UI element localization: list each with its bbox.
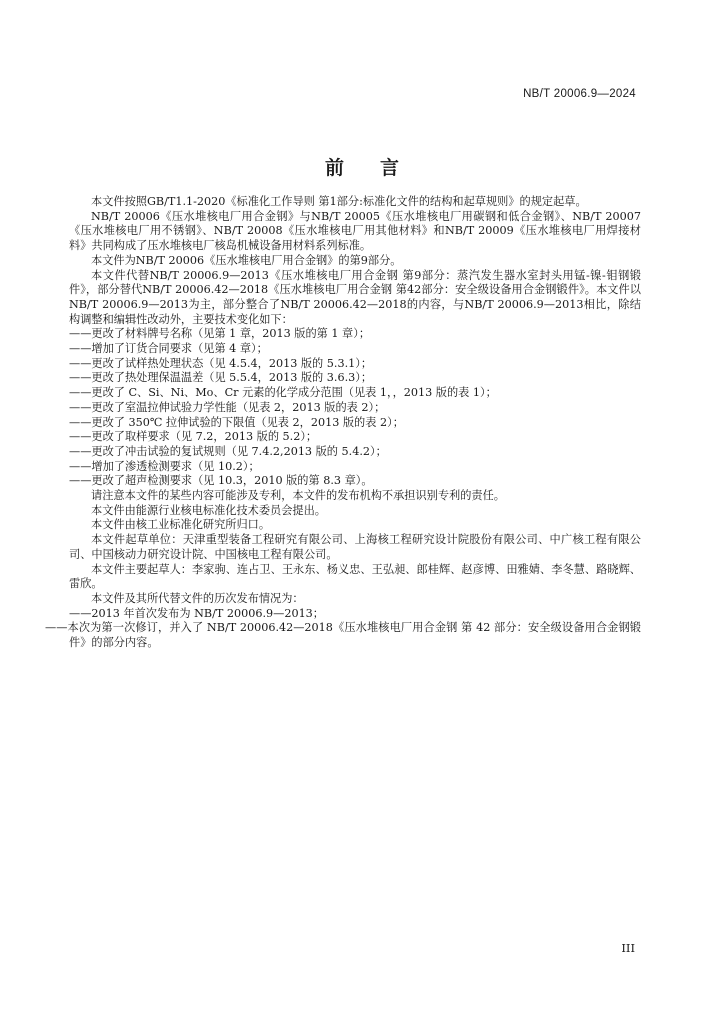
change-item: ——更改了热处理保温温差（见 5.5.4，2013 版的 3.6.3）； <box>69 371 373 385</box>
change-item: ——更改了 C、Si、Ni、Mo、Cr 元素的化学成分范围（见表 1，，2013 版的表 1）； <box>69 386 497 400</box>
history-item: ——本次为第一次修订，并入了 NB/T 20006.42—2018《压水堆核电厂用合金钢 第 42 部分：安全级设备用合金钢锻件》的部分内容。 <box>45 621 641 650</box>
page-number: III <box>621 941 635 955</box>
change-item: ——更改了材料牌号名称（见第 1 章，2013 版的第 1 章）； <box>69 327 371 341</box>
history-item: ——2013 年首次发布为 NB/T 20006.9—2013； <box>69 606 324 620</box>
page-title: 前言 <box>324 157 435 179</box>
paragraph-patent-notice: 请注意本文件的某些内容可能涉及专利，本文件的发布机构不承担识别专利的责任。 <box>91 489 505 503</box>
technical-changes-list <box>69 327 641 489</box>
paragraph-drafters: 本文件主要起草人：李家驹、连占卫、王永东、杨义忠、王弘昶、郎桂辉、赵彦博、田雅婧、李冬慧、路晓辉、雷欣。 <box>69 562 641 591</box>
paragraph-part-number: 本文件为NB/T 20006《压水堆核电厂用合金钢》的第9部分。 <box>91 253 402 267</box>
change-item: ——更改了取样要求（见 7.2，2013 版的 5.2）； <box>69 430 318 444</box>
change-item: ——增加了订货合同要求（见第 4 章）； <box>69 342 268 356</box>
release-history-list <box>45 606 641 651</box>
paragraph-drafting-units: 本文件起草单位：天津重型装备工程研究有限公司、上海核工程研究设计院股份有限公司、中广核工程有限公司、中国核动力研究设计院、中国核电工程有限公司。 <box>69 533 641 561</box>
paragraph-history-intro: 本文件及其所代替文件的历次发布情况为： <box>91 591 304 605</box>
paragraph-proposed-by: 本文件由能源行业核电标准化技术委员会提出。 <box>91 503 326 517</box>
paragraph-administered-by: 本文件由核工业标准化研究所归口。 <box>91 518 271 532</box>
change-item: ——增加了渗透检测要求（见 10.2）； <box>69 459 260 473</box>
standard-code: NB/T 20006.9—2024 <box>523 88 636 100</box>
change-item: ——更改了试样热处理状态（见 4.5.4，2013 版的 5.3.1）； <box>69 356 373 370</box>
change-item: ——更改了冲击试验的复试规则（见 7.4.2,2013 版的 5.4.2）； <box>69 444 387 458</box>
paragraph-replacement: 本文件代替NB/T 20006.9—2013《压水堆核电厂用合金钢 第9部分：蒸汽发生器水室封头用锰-镍-钼钢锻件》，部分替代NB/T 20006.42—2018《压水堆核电厂用合金钢 第42部分：安全级设备用合金钢锻件》。本文件以NB/T 20006.9—2013为主，部分整合了NB/T 20006.42—2018的内容，与NB/T 20006.9—2013相比，除结构调整和编辑性改动外，主要技术变化如下： <box>69 268 641 326</box>
change-item: ——更改了室温拉伸试验力学性能（见表 2，2013 版的表 2）； <box>69 400 386 414</box>
paragraph-series-composition: NB/T 20006《压水堆核电厂用合金钢》与NB/T 20005《压水堆核电厂用碳钢和低合金钢》、NB/T 20007《压水堆核电厂用不锈钢》、NB/T 20008《压水堆核电厂用其他材料》和NB/T 20009《压水堆核电厂用焊接材料》共同构成了压水堆核电厂核岛机械设备用材料系列标准。 <box>69 209 641 253</box>
change-item: ——更改了 350℃ 拉伸试验的下限值（见表 2，2013 版的表 2）； <box>69 415 404 429</box>
change-item: ——更改了超声检测要求（见 10.3，2010 版的第 8.3 章）。 <box>69 474 373 488</box>
foreword-body <box>45 195 641 651</box>
paragraph-drafting-rules: 本文件按照GB/T1.1-2020《标准化工作导则 第1部分:标准化文件的结构和起草规则》的规定起草。 <box>91 195 587 208</box>
